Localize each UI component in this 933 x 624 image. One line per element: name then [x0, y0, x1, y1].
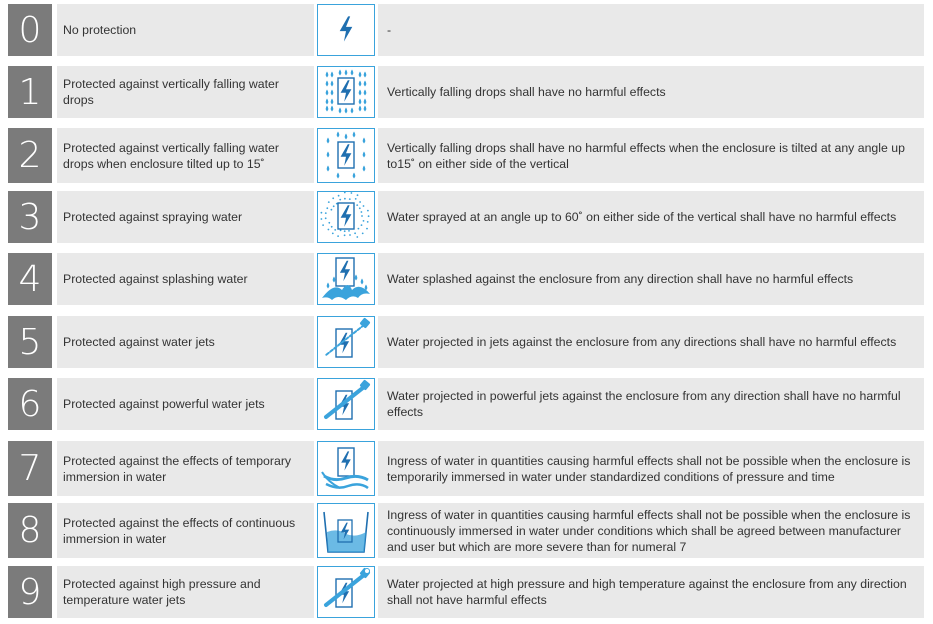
protection-description: [378, 316, 924, 368]
protection-description-text: Ingress of water in quantities causing harmful effects shall not be possible when the enclosure is temporarily immersed in water under standardized conditions of pressure and time: [387, 453, 911, 484]
protection-level-number: 1: [8, 66, 52, 118]
protection-description: [378, 503, 924, 558]
protection-description-text: Ingress of water in quantities causing harmful effects shall not be possible when the enclosure is continuously immersed in water under conditions which shall be agreed between manufacturer and user but which are more severe than for numeral 7: [387, 507, 911, 554]
protection-name-text: No protection: [63, 23, 137, 37]
powerful-jet-icon: [318, 377, 374, 431]
protection-description: [378, 4, 924, 56]
protection-icon-cell: [317, 503, 375, 558]
table-row: [0, 128, 933, 183]
protection-icon-cell: [317, 4, 375, 56]
protection-icon-cell: [317, 253, 375, 305]
table-row: [0, 566, 933, 618]
protection-name: [57, 4, 314, 56]
protection-level-number: 8: [8, 503, 52, 558]
protection-name: [57, 191, 314, 243]
protection-name-text: Protected against the effects of temporary immersion in water: [63, 453, 292, 484]
protection-name-text: Protected against powerful water jets: [63, 397, 265, 411]
protection-level-number: 9: [8, 566, 52, 618]
protection-description-text: Water projected in jets against the enclosure from any directions shall have no harmful effects: [387, 335, 897, 349]
bolt-icon: [318, 3, 374, 57]
table-row: [0, 503, 933, 558]
table-row: [0, 441, 933, 496]
protection-level-number: 7: [8, 441, 52, 496]
protection-name: [57, 441, 314, 496]
table-row: [0, 378, 933, 430]
protection-icon-cell: [317, 378, 375, 430]
table-row: [0, 316, 933, 368]
protection-description-text: Water sprayed at an angle up to 60˚ on either side of the vertical shall have no harmful effects: [387, 210, 897, 224]
protection-level-number: 4: [8, 253, 52, 305]
protection-name-text: Protected against spraying water: [63, 210, 243, 224]
protection-name: [57, 66, 314, 118]
protection-description-text: Water splashed against the enclosure from any direction shall have no harmful effects: [387, 272, 854, 286]
spray-icon: [318, 190, 374, 244]
protection-description-text: Water projected in powerful jets against the enclosure from any direction shall have no harmful effects: [387, 389, 901, 419]
protection-icon-cell: [317, 566, 375, 618]
protection-level-number: 3: [8, 191, 52, 243]
protection-description: [378, 566, 924, 618]
continuous-immersion-icon: [318, 504, 374, 558]
protection-level-number: 2: [8, 128, 52, 183]
protection-name-text: Protected against the effects of continuous immersion in water: [63, 515, 296, 546]
protection-description: [378, 191, 924, 243]
protection-icon-cell: [317, 66, 375, 118]
protection-level-number: 5: [8, 316, 52, 368]
protection-name-text: Protected against vertically falling water drops: [63, 77, 279, 107]
protection-description-text: -: [387, 23, 392, 37]
temporary-immersion-icon: [318, 442, 374, 496]
protection-description-text: Vertically falling drops shall have no harmful effects when the enclosure is tilted at any angle up to15˚ on either side of the vertical: [387, 140, 905, 171]
table-row: [0, 191, 933, 243]
protection-icon-cell: [317, 191, 375, 243]
protection-name: [57, 566, 314, 618]
falling-drops-icon: [318, 65, 374, 119]
protection-name-text: Protected against water jets: [63, 335, 215, 349]
protection-name-text: Protected against high pressure and temperature water jets: [63, 577, 261, 607]
protection-description: [378, 128, 924, 183]
protection-name: [57, 503, 314, 558]
protection-description-text: Vertically falling drops shall have no harmful effects: [387, 85, 666, 99]
protection-description: [378, 66, 924, 118]
protection-name-text: Protected against vertically falling water drops when enclosure tilted up to 15˚: [63, 140, 279, 171]
high-pressure-jet-icon: [318, 565, 374, 619]
protection-icon-cell: [317, 441, 375, 496]
protection-description: [378, 441, 924, 496]
tilted-drops-icon: [318, 129, 374, 183]
water-jet-icon: [318, 315, 374, 369]
protection-description-text: Water projected at high pressure and high temperature against the enclosure from any direction shall not have harmful effects: [387, 577, 907, 607]
protection-name-text: Protected against splashing water: [63, 272, 248, 286]
table-row: [0, 253, 933, 305]
protection-name: [57, 378, 314, 430]
protection-icon-cell: [317, 316, 375, 368]
protection-icon-cell: [317, 128, 375, 183]
protection-name: [57, 253, 314, 305]
protection-description: [378, 378, 924, 430]
protection-name: [57, 128, 314, 183]
protection-description: [378, 253, 924, 305]
splash-icon: [318, 252, 374, 306]
protection-name: [57, 316, 314, 368]
table-row: [0, 66, 933, 118]
table-row: [0, 4, 933, 56]
protection-level-number: 6: [8, 378, 52, 430]
protection-level-number: 0: [8, 4, 52, 56]
